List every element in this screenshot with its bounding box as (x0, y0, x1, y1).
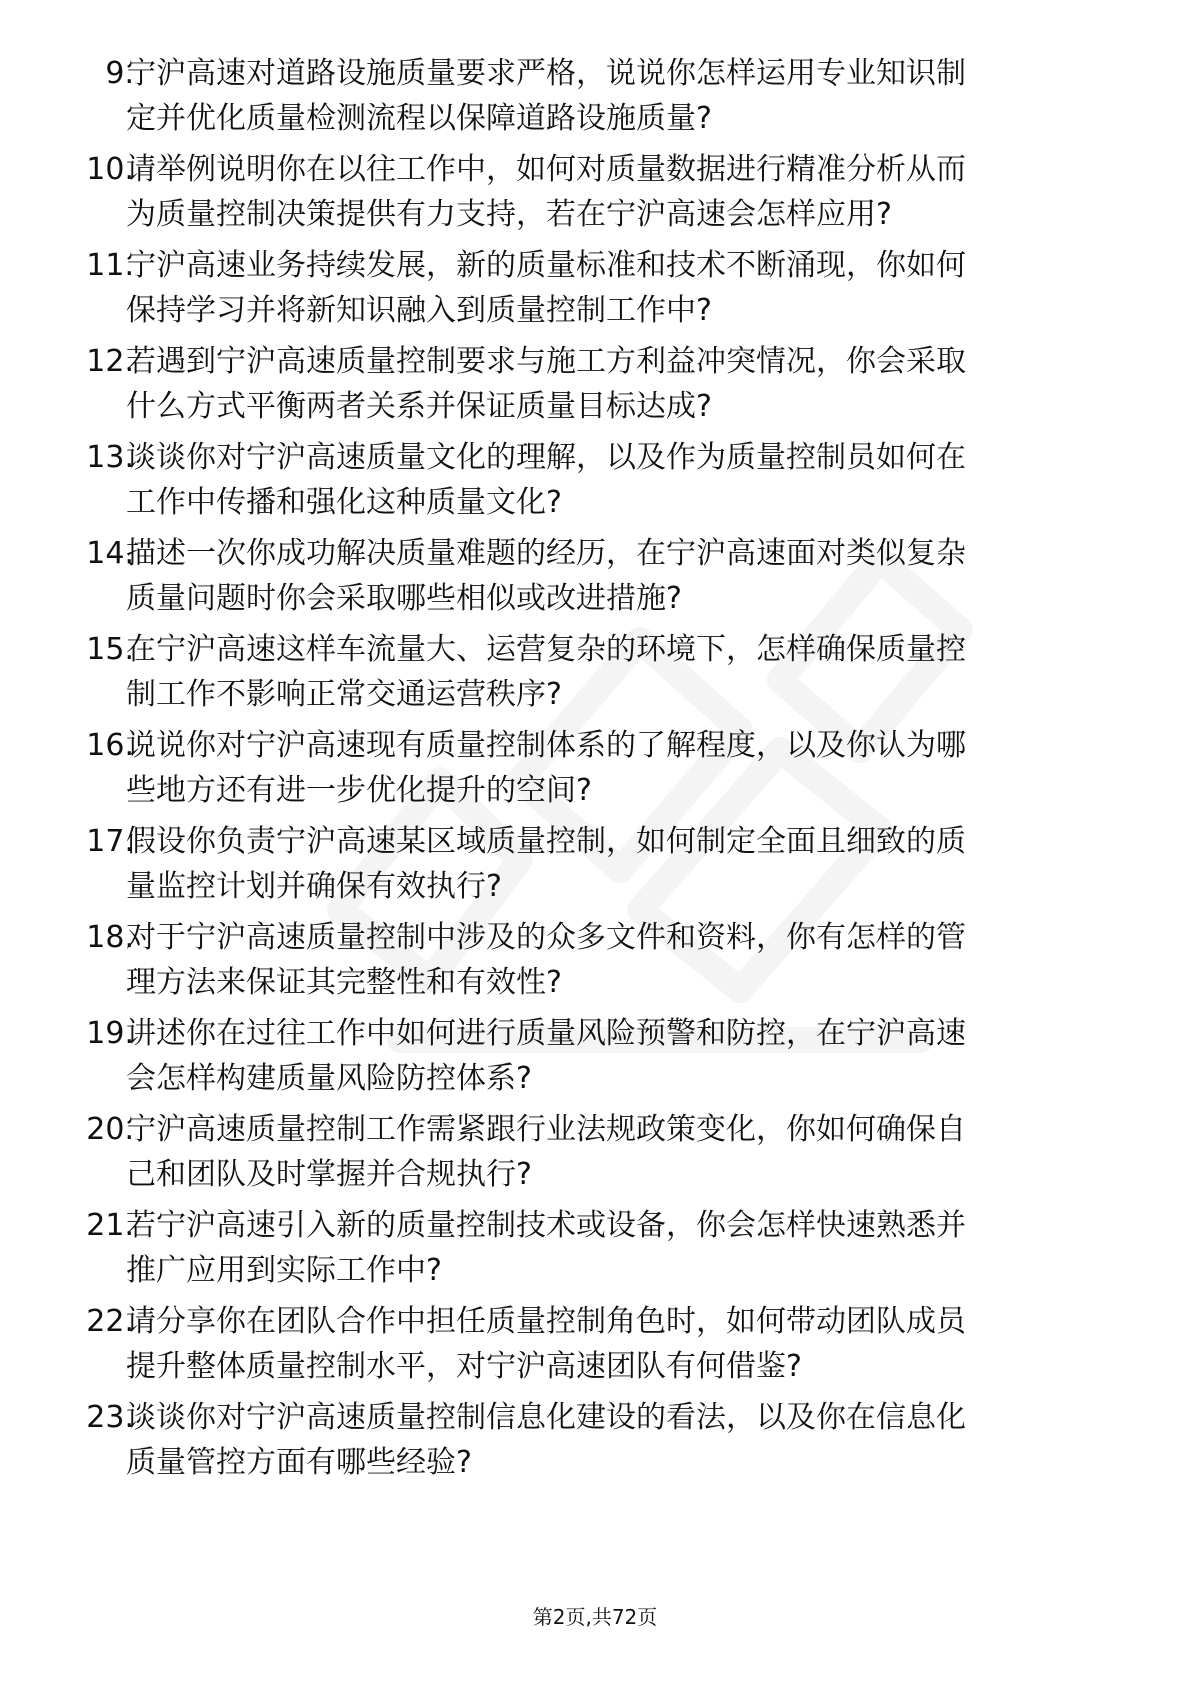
question-text-line: 提升整体质量控制水平，对宁沪高速团队有何借鉴? (126, 1349, 802, 1384)
question-number: 17. (86, 824, 134, 859)
question-text-line: 定并优化质量检测流程以保障道路设施质量? (126, 101, 712, 136)
question-number: 23. (86, 1400, 134, 1435)
question-text-line: 会怎样构建质量风险防控体系? (126, 1061, 532, 1096)
question-text-line: 宁沪高速质量控制工作需紧跟行业法规政策变化，你如何确保自 (126, 1112, 966, 1147)
question-number: 22. (86, 1304, 134, 1339)
list-item (0, 1298, 1190, 1388)
page-number-label: 第2页,共72页 (532, 1605, 658, 1629)
question-text-line: 谈谈你对宁沪高速质量文化的理解，以及作为质量控制员如何在 (126, 440, 966, 475)
list-item (0, 626, 1190, 716)
question-text-line: 工作中传播和强化这种质量文化? (126, 485, 562, 520)
list-item (0, 530, 1190, 620)
list-item (0, 1010, 1190, 1100)
question-text-line: 请举例说明你在以往工作中，如何对质量数据进行精准分析从而 (126, 152, 966, 187)
question-number: 15. (86, 632, 134, 667)
question-text-line: 制工作不影响正常交通运营秩序? (126, 677, 562, 712)
question-text-line: 若宁沪高速引入新的质量控制技术或设备，你会怎样快速熟悉并 (126, 1208, 966, 1243)
question-text-line: 在宁沪高速这样车流量大、运营复杂的环境下，怎样确保质量控 (126, 632, 966, 667)
question-number: 9. (105, 56, 134, 91)
list-item (0, 914, 1190, 1004)
question-text-line: 量监控计划并确保有效执行? (126, 869, 502, 904)
question-number: 12. (86, 344, 134, 379)
question-text-line: 宁沪高速业务持续发展，新的质量标准和技术不断涌现，你如何 (126, 248, 966, 283)
list-item (0, 1202, 1190, 1292)
question-text-line: 对于宁沪高速质量控制中涉及的众多文件和资料，你有怎样的管 (126, 920, 966, 955)
question-number: 16. (86, 728, 134, 763)
question-text-line: 理方法来保证其完整性和有效性? (126, 965, 562, 1000)
question-text-line: 谈谈你对宁沪高速质量控制信息化建设的看法，以及你在信息化 (126, 1400, 966, 1435)
list-item (0, 242, 1190, 332)
list-item (0, 1106, 1190, 1196)
question-text-line: 描述一次你成功解决质量难题的经历，在宁沪高速面对类似复杂 (126, 536, 966, 571)
list-item (0, 1394, 1190, 1484)
question-text-line: 讲述你在过往工作中如何进行质量风险预警和防控，在宁沪高速 (126, 1016, 966, 1051)
question-text-line: 假设你负责宁沪高速某区域质量控制，如何制定全面且细致的质 (126, 824, 966, 859)
question-text-line: 说说你对宁沪高速现有质量控制体系的了解程度，以及你认为哪 (126, 728, 966, 763)
question-number: 21. (86, 1208, 134, 1243)
question-number: 20. (86, 1112, 134, 1147)
question-text-line: 保持学习并将新知识融入到质量控制工作中? (126, 293, 712, 328)
question-text-line: 些地方还有进一步优化提升的空间? (126, 773, 592, 808)
question-number: 13. (86, 440, 134, 475)
question-text-line: 什么方式平衡两者关系并保证质量目标达成? (126, 389, 712, 424)
question-text-line: 推广应用到实际工作中? (126, 1253, 442, 1288)
question-number: 14. (86, 536, 134, 571)
list-item (0, 338, 1190, 428)
question-number: 18. (86, 920, 134, 955)
list-item (0, 146, 1190, 236)
page-footer (0, 1603, 1190, 1631)
list-item (0, 818, 1190, 908)
question-number: 10. (86, 152, 134, 187)
list-item (0, 434, 1190, 524)
question-text-line: 质量管控方面有哪些经验? (126, 1445, 472, 1480)
question-text-line: 若遇到宁沪高速质量控制要求与施工方利益冲突情况，你会采取 (126, 344, 966, 379)
question-text-line: 己和团队及时掌握并合规执行? (126, 1157, 532, 1192)
question-text-line: 请分享你在团队合作中担任质量控制角色时，如何带动团队成员 (126, 1304, 966, 1339)
question-text-line: 为质量控制决策提供有力支持，若在宁沪高速会怎样应用? (126, 197, 892, 232)
list-item (0, 722, 1190, 812)
question-text-line: 宁沪高速对道路设施质量要求严格，说说你怎样运用专业知识制 (126, 56, 966, 91)
question-number: 11. (86, 248, 134, 283)
question-number: 19. (86, 1016, 134, 1051)
question-text-line: 质量问题时你会采取哪些相似或改进措施? (126, 581, 682, 616)
list-item (0, 50, 1190, 140)
